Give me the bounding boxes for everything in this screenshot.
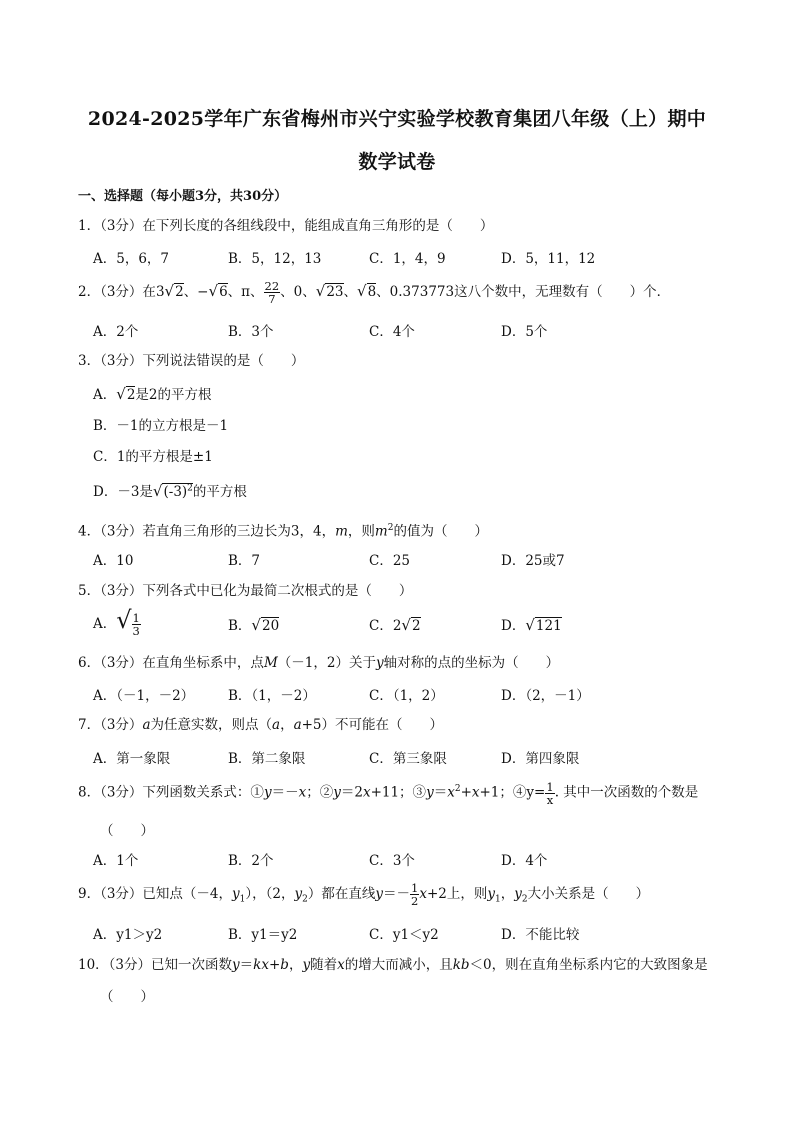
option-a: A．√ $\frac{1}{3}$ (93, 606, 140, 638)
option-c: C．1，4，9 (369, 251, 446, 267)
question-4: 4．（3分）若直角三角形的三边长为3，4，m，则$m^2$的值为（ ） (78, 523, 488, 540)
option-b: B．第二象限 (228, 751, 306, 767)
question-10-answer-paren: （ ） (100, 989, 154, 1005)
option-d: D．5个 (501, 324, 548, 340)
question-8-answer-paren: （ ） (100, 823, 154, 839)
question-5: 5．（3分）下列各式中已化为最简二次根式的是（ ） (78, 583, 413, 599)
question-7: 7．（3分）a为任意实数，则点（a，a+5）不可能在（ ） (78, 717, 444, 733)
option-d: D．4个 (501, 853, 548, 869)
option-d: D．25或7 (501, 553, 565, 569)
exam-title-line2: 数学试卷 (358, 151, 436, 173)
option-a: A．10 (93, 553, 134, 569)
question-3-option-a: A．√2是2的平方根 (93, 385, 212, 403)
section-heading: 一、选择题（每小题3分，共30分） (78, 189, 288, 204)
question-3-option-d: D．－3是$√(-3)^2$的平方根 (93, 482, 247, 500)
option-a: A．第一象限 (93, 751, 171, 767)
question-2: 2．（3分）在3√2、−√6、π、 $\frac{22}{7}$ 、0、√23、√8、0.373773这八个数中，无理数有（ ）个． (78, 279, 671, 306)
fraction-22-7: $\frac{22}{7}$ (264, 279, 280, 306)
option-b: B．2个 (228, 853, 274, 869)
option-a: A．y1＞y2 (93, 927, 163, 943)
option-c: C．第三象限 (369, 751, 447, 767)
option-d: D．不能比较 (501, 927, 580, 943)
option-a: A．5，6，7 (93, 251, 170, 267)
question-3-option-b: B．－1的立方根是－1 (93, 418, 229, 434)
option-b: B．（1，－2） (228, 688, 316, 704)
option-d: D．5，11，12 (501, 251, 596, 267)
option-d: D．（2，－1） (501, 688, 590, 704)
exam-title-line1: 2024-2025学年广东省梅州市兴宁实验学校教育集团八年级（上）期中 (87, 108, 707, 130)
option-c: C．3个 (369, 853, 415, 869)
question-6: 6．（3分）在直角坐标系中，点M（－1，2）关于y轴对称的点的坐标为（ ） (78, 655, 560, 671)
option-c: C．4个 (369, 324, 415, 340)
option-b: B．3个 (228, 324, 274, 340)
option-c: C．（1，2） (369, 688, 444, 704)
option-c: C．2√2 (369, 616, 421, 634)
option-d: D．√121 (501, 616, 562, 634)
option-a: A．1个 (93, 853, 139, 869)
option-b: B．y1＝y2 (228, 927, 298, 943)
option-b: B．5，12，13 (228, 251, 322, 267)
option-c: C．y1＜y2 (369, 927, 439, 943)
question-3: 3．（3分）下列说法错误的是（ ） (78, 353, 305, 369)
option-b: B．7 (228, 553, 261, 569)
option-c: C．25 (369, 553, 411, 569)
question-1: 1．（3分）在下列长度的各组线段中，能组成直角三角形的是（ ） (78, 218, 494, 234)
option-b: B．√20 (228, 616, 280, 634)
option-d: D．第四象限 (501, 751, 580, 767)
question-8: 8．（3分）下列函数关系式：①y＝－x；②y＝2x+11；$③y=x^2+x+1$；④y= $\frac{1}{x}$ . 其中一次函数的个数是 (78, 779, 699, 807)
question-9: 9．（3分）已知点（－4，$y_1$），（2，$y_2$）都在直线y＝－ $\frac{1}{2}$ x+2上，则$y_1$，$y_2$大小关系是（ ） (78, 881, 650, 908)
question-3-option-c: C．1的平方根是±1 (93, 449, 213, 465)
option-a: A．（－1，－2） (93, 688, 195, 704)
question-10: 10．（3分）已知一次函数y＝kx+b，y随着x的增大而减小，且kb＜0，则在直角坐标系内它的大致图象是 (78, 957, 708, 973)
option-a: A．2个 (93, 324, 139, 340)
